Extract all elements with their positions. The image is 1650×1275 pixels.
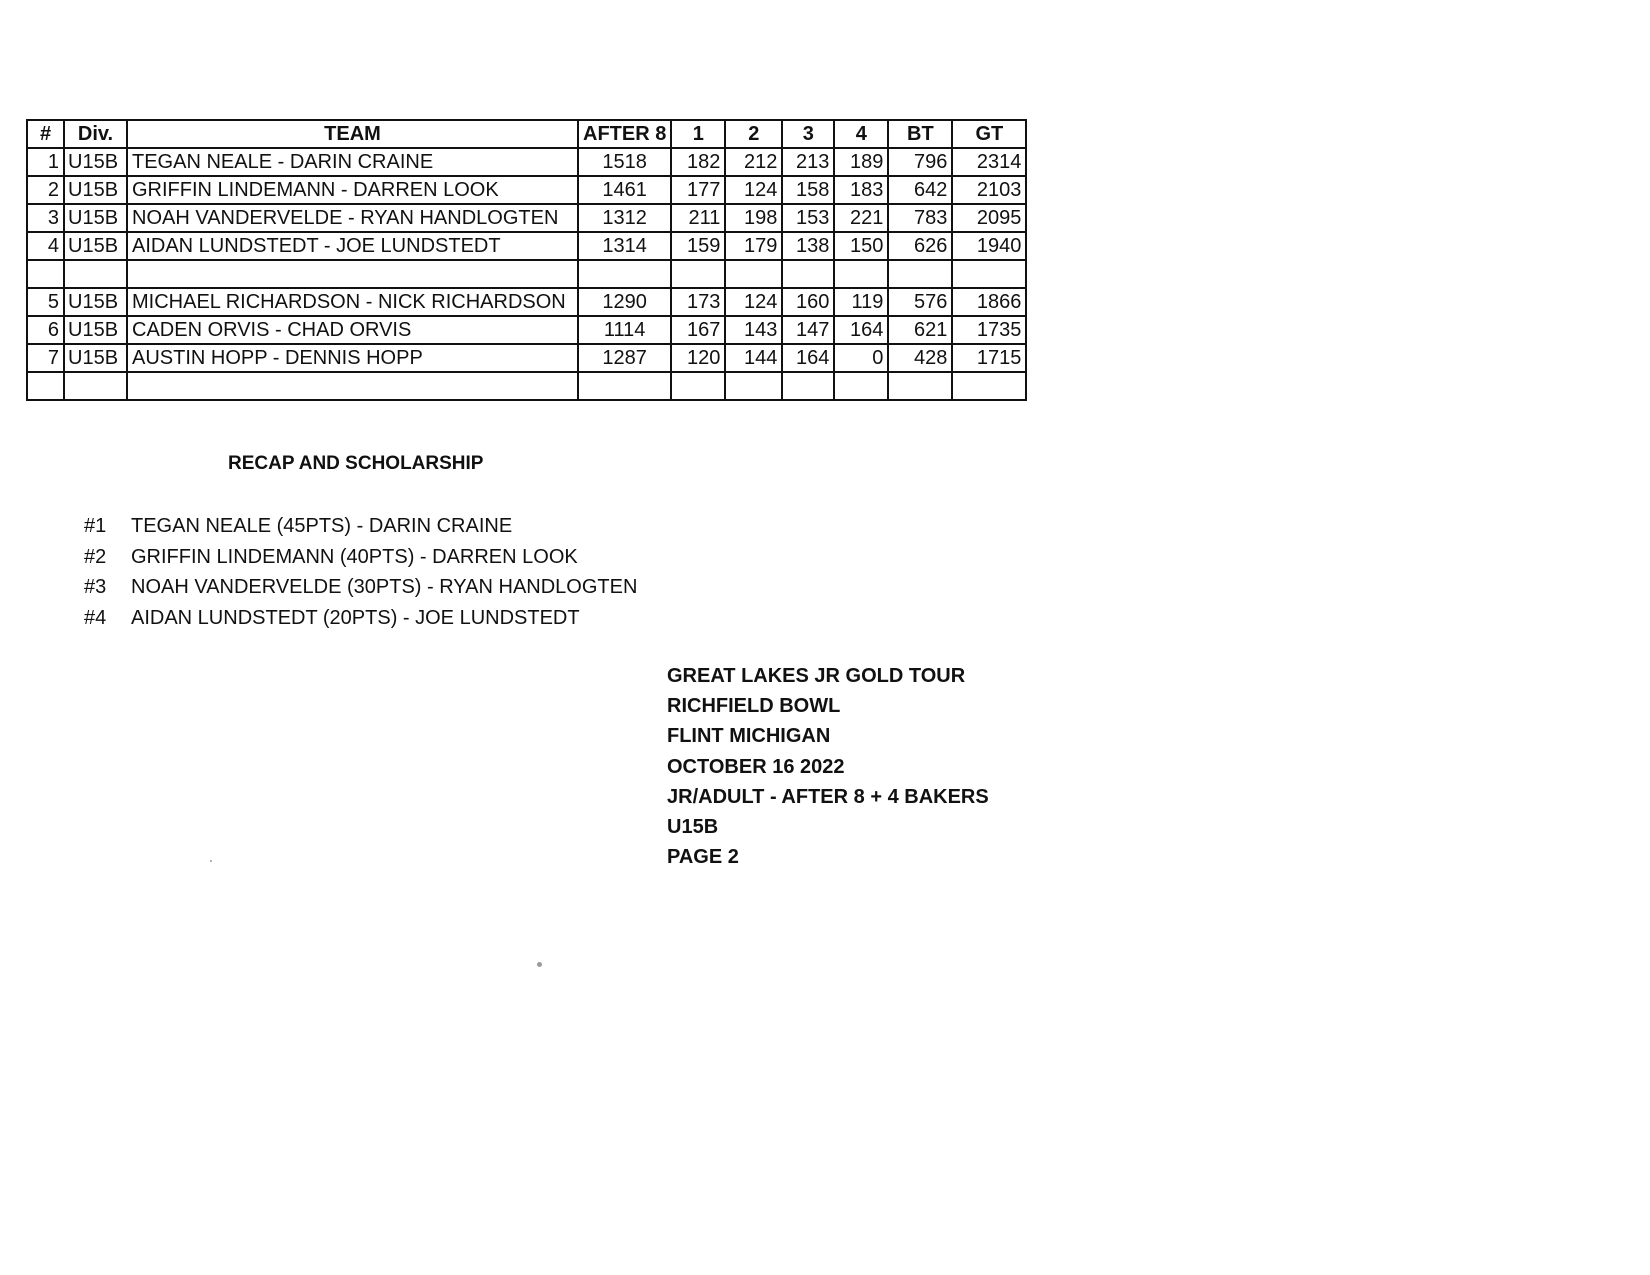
cell-game-2: 143 [725,316,782,344]
table-row [27,176,1026,204]
cell-game-1: 120 [671,344,725,372]
cell-gt: 1866 [952,288,1026,316]
cell-division [64,260,127,288]
cell-gt: 1735 [952,316,1026,344]
header-game-3: 3 [782,120,834,148]
cell-team [127,260,578,288]
header-row [27,120,1026,148]
recap-item [84,511,637,542]
recap-item [84,542,637,573]
cell-rank: 2 [27,176,64,204]
recap-title: RECAP AND SCHOLARSHIP [228,453,484,474]
table-row [27,316,1026,344]
cell-after-8: 1114 [578,316,671,344]
cell-game-1: 177 [671,176,725,204]
cell-game-2: 124 [725,288,782,316]
event-date: OCTOBER 16 2022 [667,755,845,778]
cell-game-3: 158 [782,176,834,204]
event-venue: RICHFIELD BOWL [667,695,841,718]
cell-bt: 783 [888,204,952,232]
standings-body [27,148,1026,400]
cell-rank [27,372,64,400]
cell-game-3: 153 [782,204,834,232]
cell-bt: 428 [888,344,952,372]
cell-division [64,372,127,400]
cell-gt: 2103 [952,176,1026,204]
cell-game-2 [725,372,782,400]
cell-division: U15B [64,176,127,204]
recap-item [84,572,637,603]
cell-team: AIDAN LUNDSTEDT - JOE LUNDSTEDT [127,232,578,260]
recap-rank: #2 [84,545,107,568]
cell-division: U15B [64,204,127,232]
cell-game-4: 221 [834,204,888,232]
cell-game-2: 144 [725,344,782,372]
cell-division: U15B [64,232,127,260]
table-row [27,288,1026,316]
event-city: FLINT MICHIGAN [667,725,831,748]
cell-team: AUSTIN HOPP - DENNIS HOPP [127,344,578,372]
cell-game-1: 173 [671,288,725,316]
cell-game-4 [834,372,888,400]
cell-game-4: 119 [834,288,888,316]
table-row [27,344,1026,372]
table-row [27,148,1026,176]
cell-game-2 [725,260,782,288]
cell-team: GRIFFIN LINDEMANN - DARREN LOOK [127,176,578,204]
cell-after-8: 1518 [578,148,671,176]
standings-header [27,120,1026,148]
recap-rank: #1 [84,515,107,537]
scan-speck [210,860,212,862]
header-game-1: 1 [671,120,725,148]
cell-division: U15B [64,148,127,176]
cell-game-3: 160 [782,288,834,316]
table-row [27,260,1026,288]
cell-bt: 642 [888,176,952,204]
cell-game-1: 167 [671,316,725,344]
cell-rank: 6 [27,316,64,344]
header-after-8: AFTER 8 [578,120,671,148]
cell-after-8: 1312 [578,204,671,232]
event-division: U15B [667,815,719,838]
cell-game-3: 147 [782,316,834,344]
event-page: PAGE 2 [667,846,739,869]
header-rank: # [27,120,64,148]
recap-list [84,511,637,633]
cell-game-2: 124 [725,176,782,204]
table-row [27,204,1026,232]
cell-rank: 1 [27,148,64,176]
cell-game-4: 189 [834,148,888,176]
table-row [27,232,1026,260]
recap-text: NOAH VANDERVELDE (30PTS) - RYAN HANDLOGTEN [131,576,638,598]
cell-game-3 [782,260,834,288]
cell-game-1 [671,372,725,400]
cell-rank [27,260,64,288]
cell-rank: 3 [27,204,64,232]
header-game-4: 4 [834,120,888,148]
header-team: TEAM [127,120,578,148]
cell-gt: 1940 [952,232,1026,260]
cell-after-8: 1461 [578,176,671,204]
cell-team [127,372,578,400]
cell-gt [952,372,1026,400]
cell-bt: 576 [888,288,952,316]
cell-bt [888,260,952,288]
cell-bt: 796 [888,148,952,176]
cell-after-8: 1290 [578,288,671,316]
cell-rank: 7 [27,344,64,372]
cell-gt: 1715 [952,344,1026,372]
table-row [27,372,1026,400]
header-game-2: 2 [725,120,782,148]
cell-game-4: 150 [834,232,888,260]
cell-gt: 2314 [952,148,1026,176]
cell-game-1: 211 [671,204,725,232]
standings-table [26,119,1027,401]
cell-rank: 4 [27,232,64,260]
recap-text: GRIFFIN LINDEMANN (40PTS) - DARREN LOOK [131,545,578,568]
cell-game-3: 164 [782,344,834,372]
header-gt: GT [952,120,1026,148]
cell-after-8: 1287 [578,344,671,372]
event-info [667,661,989,872]
recap-text: AIDAN LUNDSTEDT (20PTS) - JOE LUNDSTEDT [131,606,580,629]
cell-game-3: 213 [782,148,834,176]
recap-rank: #4 [84,606,107,629]
scan-speck [537,962,542,967]
cell-rank: 5 [27,288,64,316]
event-tour: GREAT LAKES JR GOLD TOUR [667,665,966,687]
cell-game-4: 183 [834,176,888,204]
cell-team: MICHAEL RICHARDSON - NICK RICHARDSON [127,288,578,316]
recap-text: TEGAN NEALE (45PTS) - DARIN CRAINE [131,515,513,537]
recap-item [84,603,637,634]
cell-game-3 [782,372,834,400]
cell-game-1 [671,260,725,288]
header-bt: BT [888,120,952,148]
cell-team: CADEN ORVIS - CHAD ORVIS [127,316,578,344]
cell-game-2: 212 [725,148,782,176]
cell-bt [888,372,952,400]
cell-division: U15B [64,288,127,316]
cell-game-4: 0 [834,344,888,372]
cell-game-4 [834,260,888,288]
cell-gt [952,260,1026,288]
cell-division: U15B [64,344,127,372]
header-division: Div. [64,120,127,148]
cell-team: TEGAN NEALE - DARIN CRAINE [127,148,578,176]
cell-game-1: 159 [671,232,725,260]
recap-rank: #3 [84,576,107,598]
cell-bt: 626 [888,232,952,260]
cell-bt: 621 [888,316,952,344]
cell-after-8 [578,372,671,400]
cell-game-4: 164 [834,316,888,344]
cell-gt: 2095 [952,204,1026,232]
cell-after-8: 1314 [578,232,671,260]
cell-team: NOAH VANDERVELDE - RYAN HANDLOGTEN [127,204,578,232]
cell-after-8 [578,260,671,288]
cell-game-2: 198 [725,204,782,232]
cell-game-2: 179 [725,232,782,260]
cell-game-1: 182 [671,148,725,176]
cell-division: U15B [64,316,127,344]
cell-game-3: 138 [782,232,834,260]
event-format: JR/ADULT - AFTER 8 + 4 BAKERS [667,785,989,808]
